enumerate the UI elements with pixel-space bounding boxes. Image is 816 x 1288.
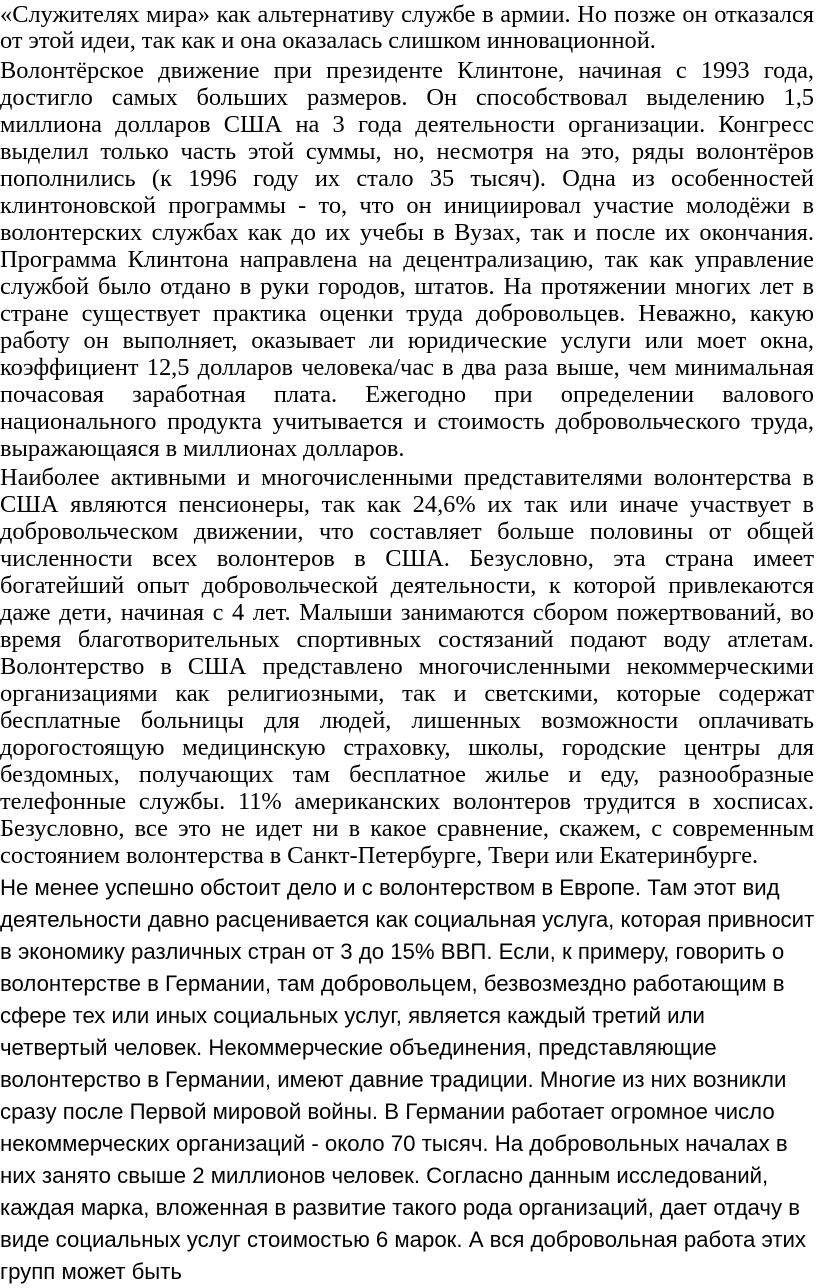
paragraph-usa-pensioners: Наиболее активными и многочисленными представителями волонтерства в США являются пенсионеры, так как 24,6% их так или иначе участвует в добровольческом движении, что составляет больше половины от общей численности всех волонтеров в США. Безусловно, эта страна имеет богатейший опыт добровольческой деятельности, к которой привлекаются даже дети, начиная с 4 лет. Малыши занимаются сбором пожертвований, во время благотворительных спортивных состязаний подают воду атлетам. Волонтерство в США представлено многочисленными некоммерческими организациями как религиозными, так и светскими, которые содержат бесплатные больницы для людей, лишенных возможности оплачивать дорогостоящую медицинскую страховку, школы, городские центры для бездомных, получающих там бесплатное жилье и еду, разнообразные телефонные службы. 11% американских волонтеров трудится в хосписах. Безусловно, все это не идет ни в какое сравнение, скажем, с современным состоянием волонтерства в Санкт-Петербурге, Твери или Екатеринбурге. [0, 464, 814, 869]
paragraph-europe-volunteering: Не менее успешно обстоит дело и с волонтерством в Европе. Там этот вид деятельности давно расценивается как социальная услуга, которая привносит в экономику различных стран от 3 до 15% ВВП. Если, к примеру, говорить о волонтерстве в Германии, там добровольцем, безвозмездно работающим в сфере тех или иных социальных услуг, является каждый третий или четвертый человек. Некоммерческие объединения, представляющие волонтерство в Германии, имеют давние традиции. Многие из них возникли сразу после Первой мировой войны. В Германии работает огромное число некоммерческих организаций - около 70 тысяч. На добровольных началах в них занято свыше 2 миллионов человек. Согласно данным исследований, каждая марка, вложенная в развитие такого рода организаций, дает отдачу в виде социальных услуг стоимостью 6 марок. А вся добровольная работа этих групп может быть [0, 875, 815, 1284]
paragraph-clinton-volunteer-movement: Волонтёрское движение при президенте Клинтоне, начиная с 1993 года, достигло самых больших размеров. Он способствовал выделению 1,5 миллиона долларов США на 3 года деятельности организации. Конгресс выделил только часть этой суммы, но, несмотря на это, ряды волонтёров пополнились (к 1996 году их стало 35 тысяч). Одна из особенностей клинтоновской программы - то, что он инициировал участие молодёжи в волонтерских службах как до их учебы в Вузах, так и после их окончания. Программа Клинтона направлена на децентрализацию, так как управление службой было отдано в руки городов, штатов. На протяжении многих лет в стране существует практика оценки труда добровольцев. Неважно, какую работу он выполняет, оказывает ли юридические услуги или моет окна, коэффициент 12,5 долларов человека/час в два раза выше, чем минимальная почасовая заработная плата. Ежегодно при определении валового национального продукта учитывается и стоимость добровольческого труда, выражающаяся в миллионах долларов. [0, 57, 814, 462]
paragraph-sluzhitelyakh-mira: «Служителях мира» как альтернативу службе в армии. Но позже он отказался от этой идеи, так как и она оказалась слишком инновационной. [0, 1, 814, 54]
